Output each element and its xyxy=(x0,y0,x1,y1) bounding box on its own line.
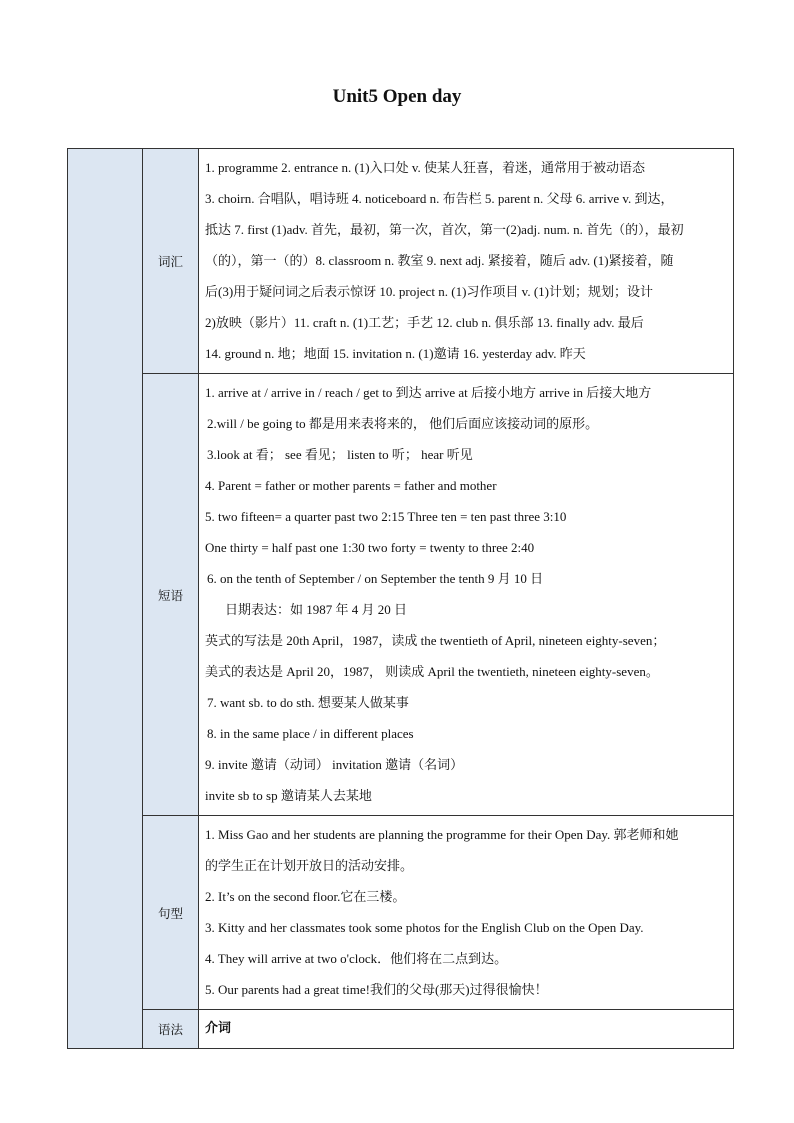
side-column xyxy=(68,149,143,1049)
vocab-line: 14. ground n. 地；地面 15. invitation n. (1)邀请 16. yesterday adv. 昨天 xyxy=(205,346,586,361)
sentence-line: 4. They will arrive at two o'clock．他们将在二点到达。 xyxy=(205,951,508,966)
vocab-line: 后(3)用于疑问词之后表示惊讶 10. project n. (1)习作项目 v. (1)计划；规划；设计 xyxy=(205,284,653,299)
grammar-row xyxy=(68,1010,734,1049)
phrase-line: 3.look at 看； see 看见； listen to 听； hear 听见 xyxy=(207,447,473,462)
phrase-line: 6. on the tenth of September / on September the tenth 9 月 10 日 xyxy=(207,571,544,586)
phrases-label: 短语 xyxy=(143,374,199,816)
sentence-line: 1. Miss Gao and her students are planning the programme for their Open Day. 郭老师和她 xyxy=(205,827,679,842)
vocab-line: 1. programme 2. entrance n. (1)入口处 v. 使某人狂喜，着迷，通常用于被动语态 xyxy=(205,160,646,175)
vocab-line: 2)放映（影片）11. craft n. (1)工艺；手艺 12. club n. 俱乐部 13. finally adv. 最后 xyxy=(205,315,644,330)
vocab-row xyxy=(68,149,734,374)
phrases-content xyxy=(199,374,734,816)
phrase-line: 9. invite 邀请（动词） invitation 邀请（名词） xyxy=(205,757,464,772)
vocab-line: 3. choirn. 合唱队，唱诗班 4. noticeboard n. 布告栏 5. parent n. 父母 6. arrive v. 到达， xyxy=(205,191,674,206)
phrase-line: 美式的表达是 April 20，1987， 则读成 April the twentieth, nineteen eighty-seven。 xyxy=(205,664,659,679)
vocab-content xyxy=(199,149,734,374)
vocab-line: 抵达 7. first (1)adv. 首先，最初，第一次，首次，第一(2)adj. num. n. 首先（的），最初 xyxy=(205,222,684,237)
phrase-line: 英式的写法是 20th April，1987，读成 the twentieth of April, nineteen eighty-seven； xyxy=(205,633,666,648)
phrases-row xyxy=(68,374,734,816)
phrase-line: invite sb to sp 邀请某人去某地 xyxy=(205,788,372,803)
sentences-content xyxy=(199,816,734,1010)
sentence-line: 3. Kitty and her classmates took some photos for the English Club on the Open Day. xyxy=(205,920,644,935)
phrase-line: 日期表达：如 1987 年 4 月 20 日 xyxy=(225,602,408,617)
vocab-line: （的），第一（的）8. classroom n. 教室 9. next adj. 紧接着，随后 adv. (1)紧接着，随 xyxy=(205,253,674,268)
sentences-label: 句型 xyxy=(143,816,199,1010)
phrase-line: 2.will / be going to 都是用来表将来的， 他们后面应该接动词的原形。 xyxy=(207,416,599,431)
phrase-line: 8. in the same place / in different places xyxy=(207,726,414,741)
phrase-line: 1. arrive at / arrive in / reach / get to 到达 arrive at 后接小地方 arrive in 后接大地方 xyxy=(205,385,652,400)
sentences-row xyxy=(68,816,734,1010)
sentence-line: 的学生正在计划开放日的活动安排。 xyxy=(205,858,414,873)
summary-table xyxy=(67,148,734,1049)
phrase-line: 5. two fifteen= a quarter past two 2:15 Three ten = ten past three 3:10 xyxy=(205,509,567,524)
grammar-label: 语法 xyxy=(143,1010,199,1049)
page-title: Unit5 Open day xyxy=(332,86,462,107)
vocab-label: 词汇 xyxy=(143,149,199,374)
sentence-line: 5. Our parents had a great time!我们的父母(那天)过得很愉快！ xyxy=(205,982,548,997)
grammar-content: 介词 xyxy=(199,1010,734,1049)
phrase-line: 4. Parent = father or mother parents = father and mother xyxy=(205,478,497,493)
phrase-line: 7. want sb. to do sth. 想要某人做某事 xyxy=(207,695,409,710)
phrase-line: One thirty = half past one 1:30 two forty = twenty to three 2:40 xyxy=(205,540,535,555)
sentence-line: 2. It’s on the second floor.它在三楼。 xyxy=(205,889,406,904)
